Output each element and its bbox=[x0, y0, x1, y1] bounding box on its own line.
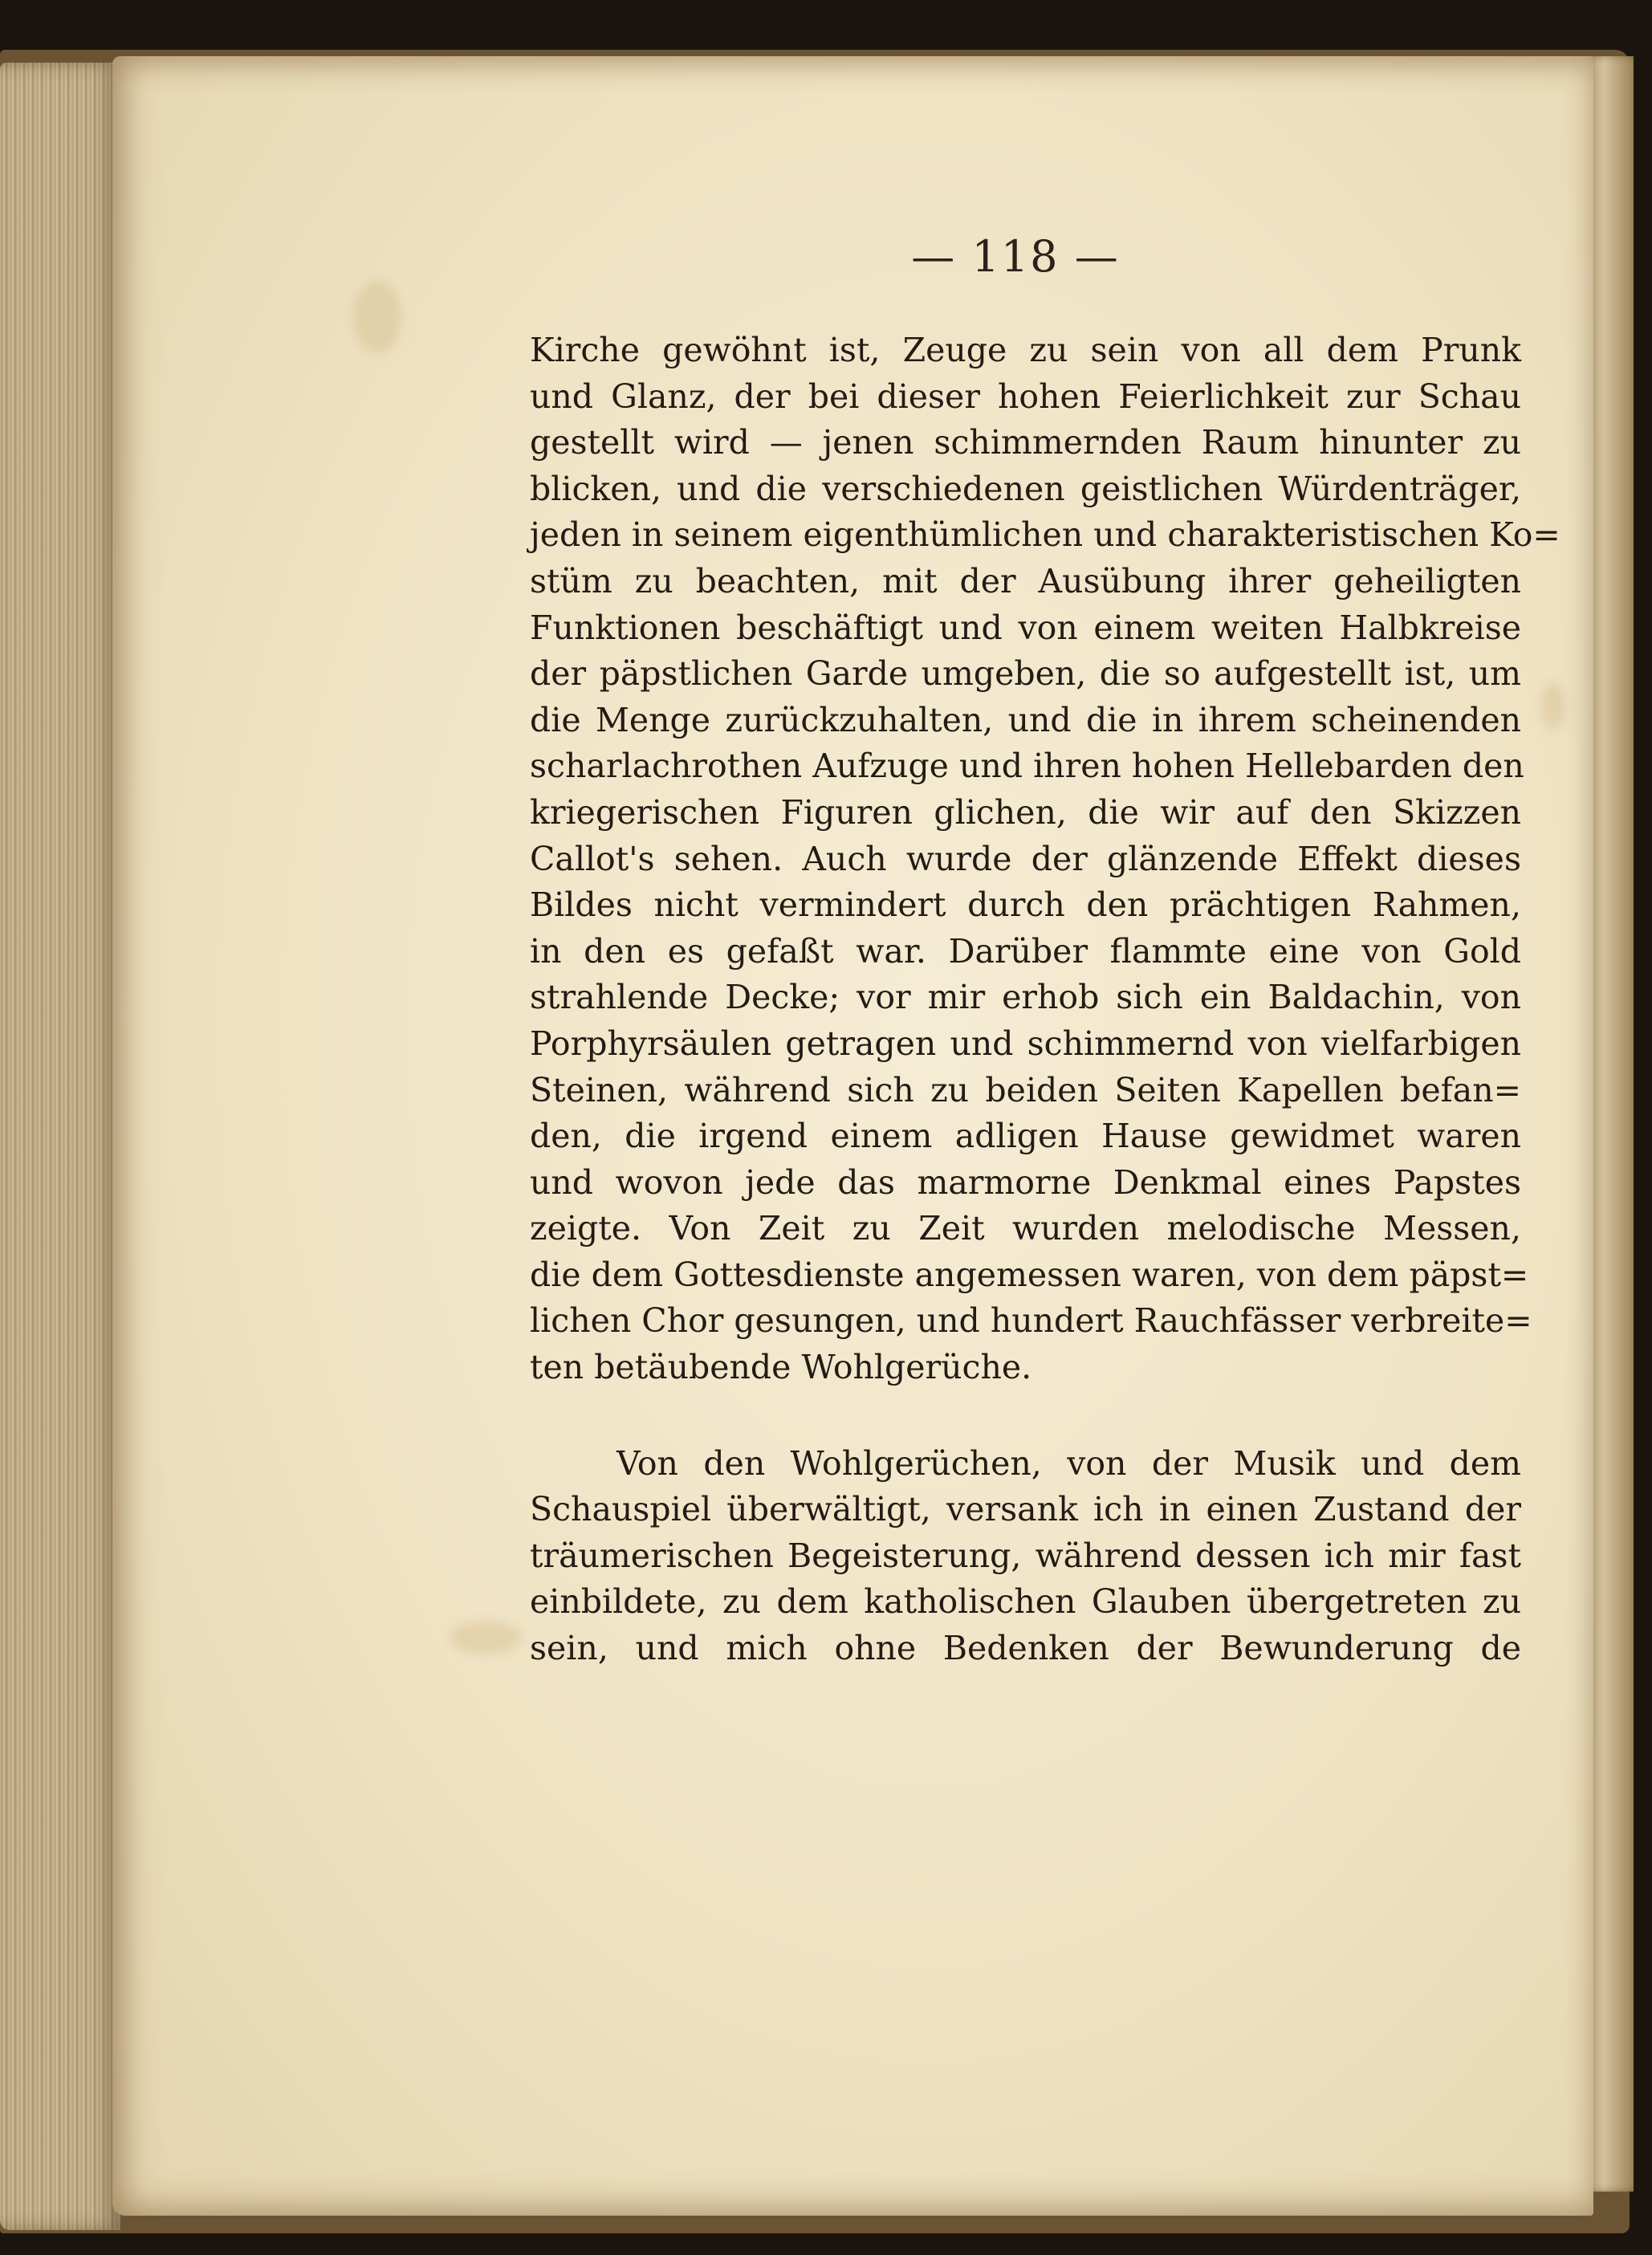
paper-stain bbox=[1541, 682, 1565, 731]
paragraph-2 bbox=[530, 1441, 1521, 1672]
text-line: den, die irgend einem adligen Hause gewidmet waren bbox=[530, 1117, 1521, 1156]
text-line: einbildete, zu dem katholischen Glauben übergetreten zu bbox=[530, 1582, 1521, 1622]
text-line: stüm zu beachten, mit der Ausübung ihrer geheiligten bbox=[530, 561, 1521, 600]
left-page-edges bbox=[0, 63, 120, 2230]
page-number: — 118 — bbox=[911, 231, 1120, 282]
text-line: Steinen, während sich zu beiden Seiten Kapellen befan= bbox=[530, 1070, 1521, 1109]
text-line: strahlende Decke; vor mir erhob sich ein Baldachin, von bbox=[530, 978, 1521, 1017]
paper-stain bbox=[450, 1622, 522, 1654]
text-line: Funktionen beschäftigt und von einem weiten Halbkreise bbox=[530, 608, 1521, 647]
text-line: Schauspiel überwältigt, versank ich in einen Zustand der bbox=[530, 1490, 1521, 1529]
text-line: der päpstlichen Garde umgeben, die so aufgestellt ist, um bbox=[530, 654, 1521, 694]
page-text bbox=[530, 328, 1560, 1672]
text-line: gestellt wird — jenen schimmernden Raum hinunter zu bbox=[530, 423, 1521, 462]
text-line: die Menge zurückzuhalten, und die in ihrem scheinenden bbox=[530, 700, 1521, 739]
paragraph-gap bbox=[530, 1391, 1521, 1441]
paper-stain bbox=[353, 281, 401, 353]
text-line: in den es gefaßt war. Darüber flammte eine von Gold bbox=[530, 931, 1521, 971]
text-line: und wovon jede das marmorne Denkmal eines Papstes bbox=[530, 1162, 1521, 1202]
text-line: die dem Gottesdienste angemessen waren, von dem päpst= bbox=[530, 1255, 1529, 1294]
text-line: blicken, und die verschiedenen geistlichen Würdenträger, bbox=[530, 469, 1521, 508]
text-line: träumerischen Begeisterung, während dessen ich mir fast bbox=[530, 1536, 1521, 1575]
text-line: Von den Wohlgerüchen, von der Musik und dem bbox=[616, 1443, 1521, 1483]
text-line: scharlachrothen Aufzuge und ihren hohen Hellebarden den bbox=[530, 747, 1524, 786]
text-line: Porphyrsäulen getragen und schimmernd von vielfarbigen bbox=[530, 1024, 1521, 1063]
text-line: zeigte. Von Zeit zu Zeit wurden melodische Messen, bbox=[530, 1209, 1521, 1248]
text-line: sein, und mich ohne Bedenken der Bewunderung de bbox=[530, 1629, 1521, 1668]
text-line: lichen Chor gesungen, und hundert Rauchfässer verbreite= bbox=[530, 1301, 1532, 1341]
paragraph-1 bbox=[530, 328, 1560, 1391]
text-line: ten betäubende Wohlgerüche. bbox=[530, 1348, 1032, 1387]
text-line: und Glanz, der bei dieser hohen Feierlichkeit zur Schau bbox=[530, 377, 1521, 416]
text-line: jeden in seinem eigenthümlichen und charakteristischen Ko= bbox=[530, 515, 1560, 555]
text-line: Callot's sehen. Auch wurde der glänzende Effekt dieses bbox=[530, 839, 1521, 878]
text-line: kriegerischen Figuren glichen, die wir auf den Skizzen bbox=[530, 792, 1521, 832]
text-line: Kirche gewöhnt ist, Zeuge zu sein von all dem Prunk bbox=[530, 331, 1521, 369]
text-line: Bildes nicht vermindert durch den prächtigen Rahmen, bbox=[530, 885, 1521, 925]
